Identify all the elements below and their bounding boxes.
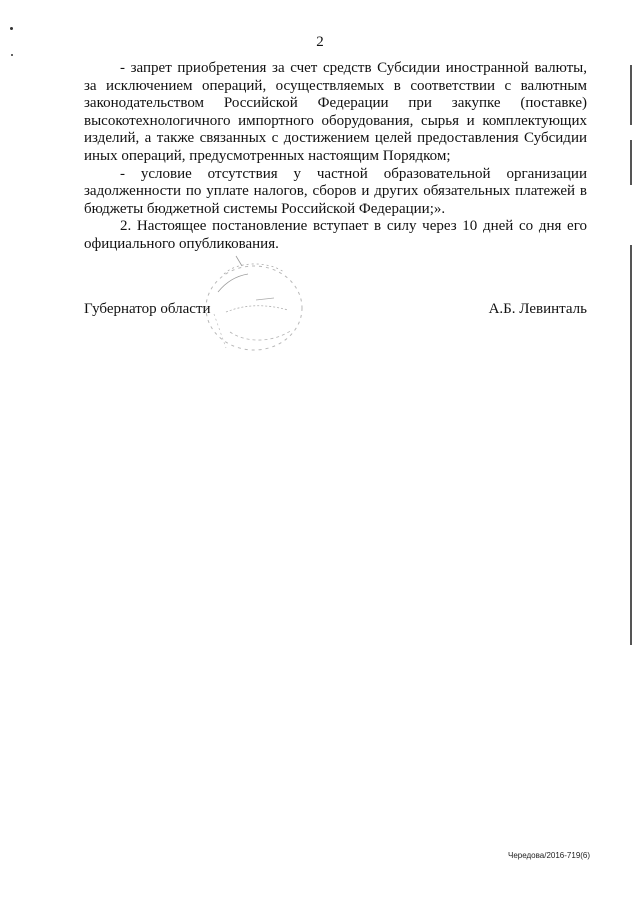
page-number: 2: [316, 34, 324, 50]
signatory-name: А.Б. Левинталь: [488, 301, 587, 317]
scan-edge-mark: [630, 245, 632, 645]
seal-graphic: [196, 252, 316, 364]
document-code: Чередова/2016-719(6): [508, 851, 591, 860]
paragraph-effective-date: 2. Настоящее постановление вступает в силу через 10 дней со дня его официального опубликования.: [84, 218, 587, 252]
paragraph-currency-ban: - запрет приобретения за счет средств Субсидии иностранной валюты, за исключением операций, осуществляемых в соответствии с валютным законодательством Российской Федерации при закупке (поставке) высокотехнологичного импортного оборудования, сырья и комплектующих изделий, а также связанных с достижением целей предоставления Субсидии иных операций, предусмотренных настоящим Порядком;: [84, 60, 587, 164]
scan-speck: [10, 27, 13, 30]
signatory-title: Губернатор области: [84, 301, 211, 317]
scan-edge-mark: [630, 140, 632, 185]
scan-speck: [11, 54, 13, 56]
document-body: [84, 60, 587, 254]
faint-seal-stamp: [196, 252, 316, 364]
paragraph-no-debt-condition: - условие отсутствия у частной образовательной организации задолженности по уплате налогов, сборов и других обязательных платежей в бюджеты бюджетной системы Российской Федерации;».: [84, 165, 587, 217]
scan-edge-mark: [630, 65, 632, 125]
